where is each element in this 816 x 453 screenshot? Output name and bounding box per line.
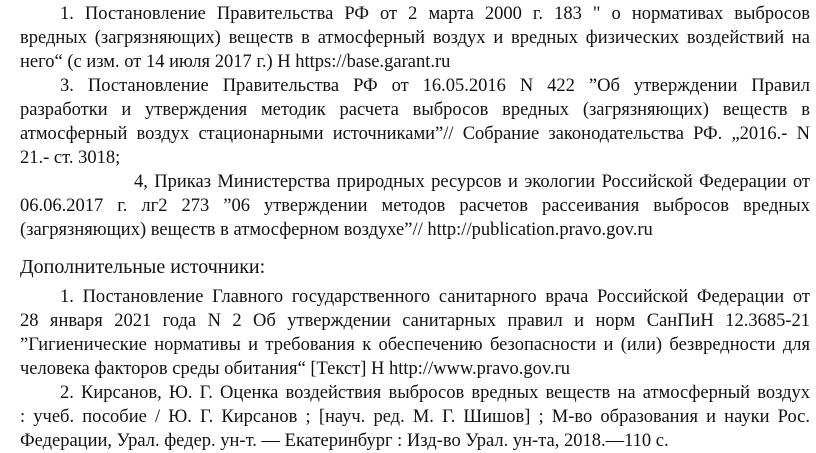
additional-source-2-line-2: : учеб. пособие / Ю. Г. Кирсанов ; [науч. ред. М. Г. Шишов] ; М-во образования и науки Рос. [20,407,810,427]
reference-1-line-2: вредных (загрязняющих) веществ в атмосферный воздух и вредных физических воздействий на [20,28,810,48]
additional-source-1-line-3: ”Гигиенические нормативы и требования к обеспечению безопасности и (или) безвредности для [20,335,810,355]
additional-sources-heading: Дополнительные источники: [20,256,266,278]
additional-source-2-line-3: Федерации, Урал. федер. ун-т. — Екатеринбург : Изд-во Урал. ун-та, 2018.—110 с. [20,431,669,451]
additional-source-2-line-1: 2. Кирсанов, Ю. Г. Оценка воздействия выбросов вредных веществ на атмосферный воздух [60,383,810,403]
reference-3-line-2: разработки и утверждения методик расчета выбросов вредных (загрязняющих) веществ в [20,100,810,120]
additional-source-1-line-4: человека факторов среды обитания“ [Текст] Н http://www.pravo.gov.ru [20,359,570,379]
reference-4-line-2: 06.06.2017 г. лг2 273 ”06 утверждении методов расчетов рассеивания выбросов вредных [20,196,810,216]
reference-3-line-1: 3. Постановление Правительства РФ от 16.05.2016 N 422 ”Об утверждении Правил [60,76,810,96]
reference-3-line-4: 21.- ст. 3018; [20,148,121,168]
additional-source-1-line-1: 1. Постановление Главного государственного санитарного врача Российской Федерации от [60,287,810,307]
additional-source-1-line-2: 28 января 2021 года N 2 Об утверждении санитарных правил и норм СанПиН 12.3685-21 [20,311,810,331]
reference-4-line-1: 4, Приказ Министерства природных ресурсов и экологии Российской Федерации от [134,172,810,192]
reference-3-line-3: атмосферный воздух стационарными источниками”// Собрание законодательства РФ. „2016.- N [20,124,810,144]
reference-4-line-3: (загрязняющих) веществ в атмосферном воздухе”// http://publication.pravo.gov.ru [20,220,653,240]
reference-1-line-3: него“ (с изм. от 14 июля 2017 г.) Н https://base.garant.ru [20,52,451,72]
reference-1-line-1: 1. Постановление Правительства РФ от 2 марта 2000 г. 183 " о нормативах выбросов [60,4,810,24]
